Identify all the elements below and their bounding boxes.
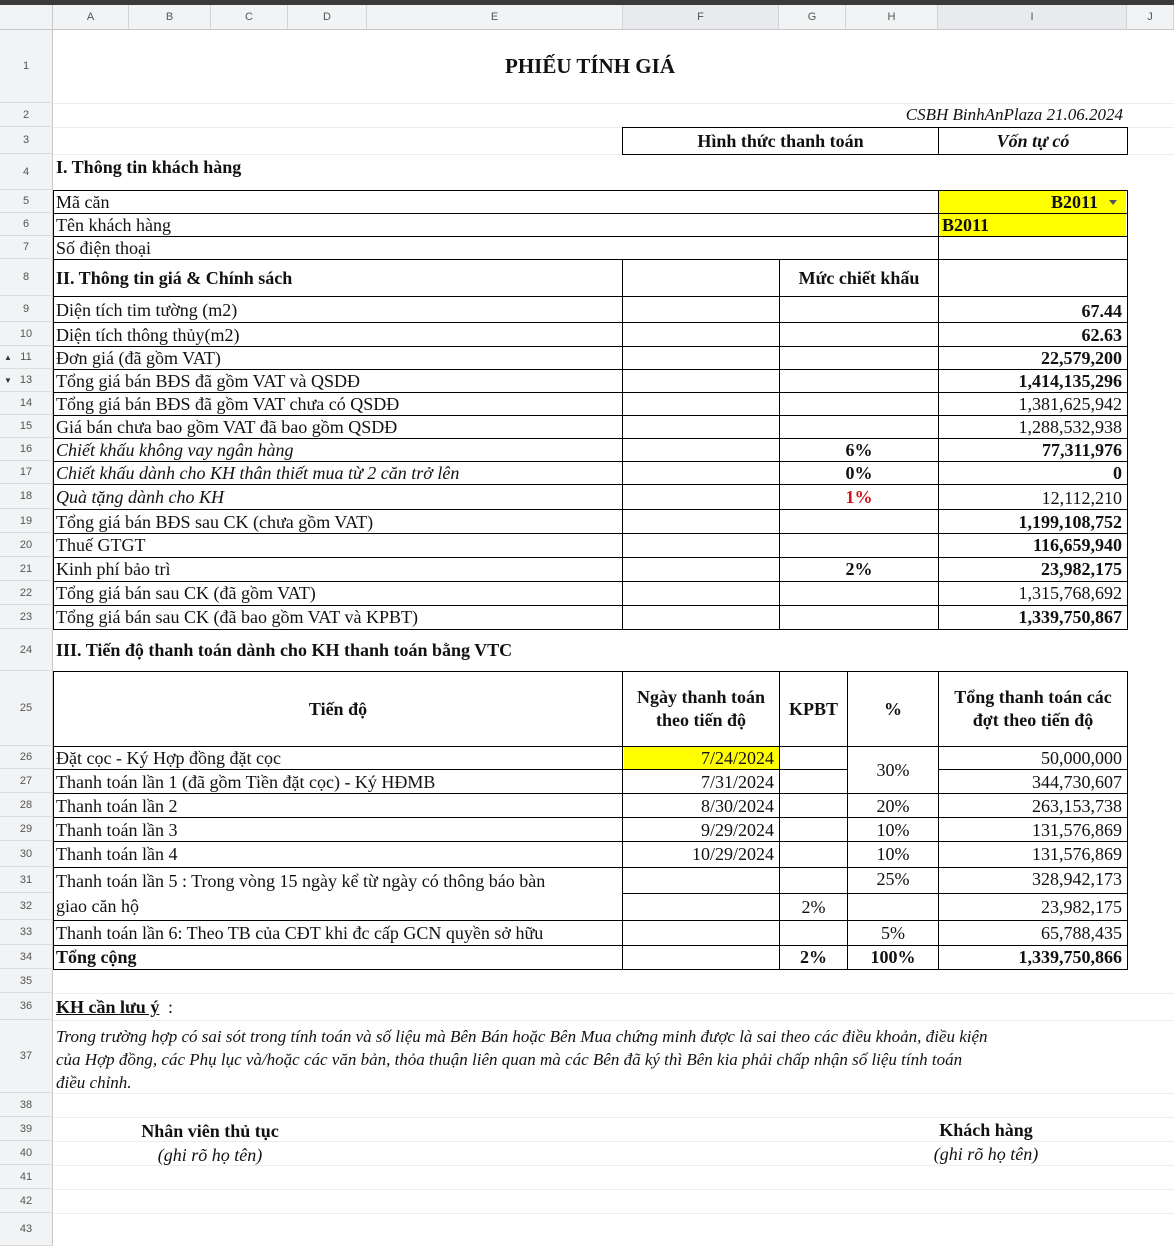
row-number: 8: [22, 271, 30, 283]
row-number: 32: [19, 900, 33, 912]
schedule-percent[interactable]: 25%: [876, 869, 910, 889]
select-all-corner[interactable]: [0, 5, 53, 30]
border: [53, 322, 1128, 323]
row-number: 1: [22, 60, 30, 72]
kpbt-header: KPBT: [788, 699, 838, 719]
schedule-label: Thanh toán lần 1 (đã gồm Tiền đặt cọc) - Ký HĐMB: [56, 772, 436, 792]
customer-signature-hint: (ghi rõ họ tên): [933, 1144, 1039, 1164]
row-header[interactable]: [0, 190, 53, 213]
border: [53, 484, 1128, 485]
unit-code-label: Mã căn: [56, 192, 110, 212]
column-header-i[interactable]: I: [938, 5, 1127, 30]
merged-percent[interactable]: 30%: [876, 760, 910, 780]
border: [53, 190, 54, 260]
gridline: [53, 1213, 1174, 1214]
price-row-value[interactable]: 1,414,135,296: [1018, 371, 1122, 391]
section2-heading: II. Thông tin giá & Chính sách: [56, 268, 293, 288]
row-header[interactable]: [0, 103, 53, 127]
notes-line1: Trong trường hợp có sai sót trong tính toán và số liệu mà Bên Bán hoặc Bên Mua chứng minh được là sai theo các điều khoản, điều kiện: [56, 1027, 988, 1046]
row-number: 29: [19, 822, 33, 835]
row-number: 2: [22, 108, 30, 121]
column-header-b[interactable]: B: [129, 5, 211, 30]
schedule-percent[interactable]: 5%: [881, 923, 905, 943]
border: [53, 671, 1128, 672]
schedule-date[interactable]: 7/31/2024: [700, 772, 774, 792]
border: [938, 259, 939, 630]
price-row-value[interactable]: 1,381,625,942: [1018, 394, 1122, 414]
row-header[interactable]: [0, 259, 53, 296]
staff-signature-title: Nhân viên thủ tục: [141, 1121, 279, 1141]
border: [53, 817, 1128, 818]
price-row-value[interactable]: 23,982,175: [1041, 559, 1122, 579]
row-header[interactable]: [0, 438, 53, 461]
price-row-rate[interactable]: 2%: [845, 559, 873, 579]
row-number: 18: [19, 490, 33, 502]
border: [622, 154, 1128, 155]
row-number: 17: [19, 466, 33, 478]
price-row-value[interactable]: 1,199,108,752: [1018, 512, 1122, 532]
row-header[interactable]: [0, 1189, 53, 1213]
price-row-label: Thuế GTGT: [56, 535, 146, 555]
row-header[interactable]: [0, 533, 53, 557]
price-row-label: Diện tích thông thủy(m2): [56, 325, 240, 345]
schedule-label: Thanh toán lần 6: Theo TB của CĐT khi đc cấp GCN quyền sở hữu: [56, 923, 544, 943]
price-row-label: Đơn giá (đã gồm VAT): [56, 348, 221, 368]
price-row-value[interactable]: 67.44: [1081, 301, 1122, 321]
price-row-value[interactable]: 22,579,200: [1041, 348, 1122, 368]
border: [53, 793, 1128, 794]
schedule-label: Thanh toán lần 3: [56, 820, 178, 840]
border: [1127, 190, 1128, 260]
row-number: 23: [19, 610, 33, 623]
column-header-e[interactable]: E: [367, 5, 623, 30]
row-number: 31: [19, 873, 33, 886]
row-number: 33: [19, 926, 33, 938]
border: [622, 127, 1128, 128]
row-header[interactable]: [0, 30, 53, 103]
row-header[interactable]: [0, 993, 53, 1020]
border: [53, 920, 1128, 921]
row-number: 43: [19, 1223, 33, 1235]
row-number: 25: [19, 702, 33, 714]
schedule-amount[interactable]: 65,788,435: [1041, 923, 1122, 943]
notes-line2: của Hợp đồng, các Phụ lục và/hoặc các văn bản, thỏa thuận liên quan mà các Bên đã ký thì Bên kia phải chấp nhận số liệu tính toán: [56, 1050, 963, 1069]
schedule-label-5-line2: giao căn hộ: [56, 896, 139, 916]
expand-down-icon[interactable]: ▼: [4, 375, 12, 385]
row-number: 28: [19, 798, 33, 811]
payment-method-value[interactable]: Vốn tự có: [996, 131, 1070, 151]
border: [53, 629, 1128, 630]
price-row-value[interactable]: 0: [1113, 463, 1122, 483]
border: [623, 893, 1128, 894]
price-row-label: Tổng giá bán sau CK (đã bao gồm VAT và KPBT): [56, 607, 418, 627]
total-label: Tổng cộng: [56, 947, 137, 967]
notes-heading-colon: :: [168, 997, 174, 1017]
price-row-label: Quà tặng dành cho KH: [56, 487, 224, 507]
row-header[interactable]: [0, 1141, 53, 1165]
row-header[interactable]: [0, 1117, 53, 1141]
price-row-label: Diện tích tim tường (m2): [56, 300, 238, 320]
border: [53, 259, 1128, 260]
schedule-label: Đặt cọc - Ký Hợp đồng đặt cọc: [56, 748, 281, 768]
row-header[interactable]: [0, 461, 53, 484]
price-row-label: Chiết khấu dành cho KH thân thiết mua từ 2 căn trở lên: [56, 463, 460, 483]
schedule-label: Thanh toán lần 4: [56, 844, 178, 864]
row-header[interactable]: [0, 920, 53, 945]
progress-header: Tiến độ: [308, 699, 368, 719]
border: [53, 509, 1128, 510]
row-number: 20: [19, 538, 33, 551]
row-number: 24: [19, 643, 33, 656]
column-header-c[interactable]: C: [211, 5, 288, 30]
price-row-label: Kinh phí bảo trì: [56, 559, 171, 579]
border: [938, 190, 939, 260]
phone-label: Số điện thoại: [56, 238, 151, 258]
notes-heading: KH cần lưu ý: [56, 997, 160, 1017]
row-number: 4: [22, 165, 30, 178]
column-header-g[interactable]: G: [779, 5, 846, 30]
page-title: PHIẾU TÍNH GIÁ: [505, 54, 675, 78]
payment-method-label: Hình thức thanh toán: [697, 131, 864, 151]
row-number: 6: [22, 218, 30, 230]
percent-header: %: [884, 699, 902, 719]
schedule-percent[interactable]: 10%: [876, 844, 910, 864]
border: [53, 769, 848, 770]
row-number: 37: [19, 1050, 33, 1062]
gridline: [53, 1093, 1174, 1094]
row-number: 38: [19, 1098, 33, 1111]
row-number: 5: [22, 195, 30, 207]
row-number: 36: [19, 1000, 33, 1012]
gridline: [53, 1189, 1174, 1190]
row-header[interactable]: [0, 484, 53, 509]
column-header-a[interactable]: A: [53, 5, 129, 30]
row-header[interactable]: [0, 346, 53, 369]
price-row-rate[interactable]: 1%: [845, 487, 873, 507]
column-header-f[interactable]: F: [623, 5, 779, 30]
row-header[interactable]: [0, 793, 53, 817]
row-number: 21: [19, 562, 33, 575]
price-row-value[interactable]: 1,339,750,867: [1018, 607, 1122, 627]
price-row-value[interactable]: 12,112,210: [1041, 488, 1122, 508]
price-row-label: Tổng giá bán BĐS đã gồm VAT chưa có QSDĐ: [56, 394, 400, 414]
row-header[interactable]: [0, 1213, 53, 1246]
schedule-amount[interactable]: 328,942,173: [1032, 869, 1122, 889]
row-header[interactable]: [0, 557, 53, 581]
row-header[interactable]: [0, 746, 53, 769]
customer-signature-title: Khách hàng: [939, 1120, 1033, 1140]
column-header-j[interactable]: J: [1127, 5, 1174, 30]
row-header[interactable]: [0, 841, 53, 867]
total-percent[interactable]: 100%: [870, 947, 916, 967]
date-header-line1: Ngày thanh toán: [636, 687, 766, 707]
row-number: 14: [19, 397, 33, 409]
row-header[interactable]: [0, 392, 53, 415]
row-number: 26: [19, 751, 33, 763]
border: [622, 259, 623, 630]
row-number: 22: [19, 586, 33, 599]
row-header[interactable]: [0, 671, 53, 746]
row-header[interactable]: [0, 509, 53, 533]
price-row-rate[interactable]: 0%: [845, 463, 873, 483]
price-row-label: Tổng giá bán BĐS đã gồm VAT và QSDĐ: [56, 371, 361, 391]
schedule-date[interactable]: 10/29/2024: [691, 844, 774, 864]
row-number: 41: [19, 1170, 33, 1183]
schedule-amount[interactable]: 131,576,869: [1032, 820, 1122, 840]
schedule-date[interactable]: 9/29/2024: [700, 820, 774, 840]
row-header[interactable]: [0, 127, 53, 154]
row-number: 30: [19, 847, 33, 860]
row-header[interactable]: [0, 1020, 53, 1093]
row-number: 27: [19, 774, 33, 787]
border: [1127, 671, 1128, 970]
column-header-h[interactable]: H: [846, 5, 938, 30]
row-number: 39: [19, 1122, 33, 1135]
row-number: 11: [20, 351, 32, 363]
price-row-value[interactable]: 1,288,532,938: [1018, 417, 1122, 437]
schedule-amount[interactable]: 131,576,869: [1032, 844, 1122, 864]
price-row-value[interactable]: 1,315,768,692: [1018, 583, 1122, 603]
row-header[interactable]: [0, 296, 53, 322]
row-header[interactable]: [0, 581, 53, 605]
unit-code-select[interactable]: B2011: [1050, 192, 1098, 212]
row-header[interactable]: [0, 817, 53, 841]
total-header-line2: đợt theo tiến độ: [972, 710, 1094, 730]
row-header[interactable]: [0, 1093, 53, 1117]
row-header[interactable]: [0, 629, 53, 671]
border: [1127, 259, 1128, 630]
schedule-amount[interactable]: 50,000,000: [1041, 748, 1122, 768]
schedule-date[interactable]: 8/30/2024: [700, 796, 774, 816]
schedule-kpbt-amount[interactable]: 23,982,175: [1041, 897, 1122, 917]
total-header-line1: Tổng thanh toán các: [954, 687, 1112, 707]
price-row-value[interactable]: 62.63: [1081, 325, 1122, 345]
border: [53, 236, 1128, 237]
border: [1127, 127, 1128, 155]
price-row-value[interactable]: 77,311,976: [1041, 440, 1122, 460]
policy-note: CSBH BinhAnPlaza 21.06.2024: [905, 105, 1123, 124]
border: [53, 969, 1128, 970]
schedule-kpbt[interactable]: 2%: [801, 897, 826, 917]
schedule-date[interactable]: 7/24/2024: [700, 748, 774, 768]
collapse-up-icon[interactable]: ▲: [4, 352, 12, 362]
row-number: 13: [19, 374, 33, 386]
row-number: 15: [19, 420, 33, 432]
dropdown-arrow-icon[interactable]: [1109, 200, 1117, 205]
row-number: 7: [22, 241, 30, 253]
row-header[interactable]: [0, 893, 53, 920]
row-number: 35: [19, 974, 33, 987]
row-number: 34: [19, 950, 33, 963]
staff-signature-hint: (ghi rõ họ tên): [157, 1145, 263, 1165]
row-header[interactable]: [0, 236, 53, 259]
row-header[interactable]: [0, 322, 53, 346]
row-header[interactable]: [0, 213, 53, 236]
row-header[interactable]: [0, 1165, 53, 1189]
row-header[interactable]: [0, 945, 53, 969]
row-header[interactable]: [0, 605, 53, 629]
row-header[interactable]: [0, 769, 53, 793]
row-header[interactable]: [0, 369, 53, 392]
row-number: 10: [19, 327, 33, 340]
customer-name-label: Tên khách hàng: [56, 215, 171, 235]
total-kpbt[interactable]: 2%: [800, 947, 827, 967]
row-number: 19: [19, 514, 33, 527]
row-number: 16: [19, 443, 33, 455]
total-amount[interactable]: 1,339,750,866: [1018, 947, 1122, 967]
row-header[interactable]: [0, 154, 53, 190]
price-row-label: Giá bán chưa bao gồm VAT đã bao gồm QSDĐ: [56, 417, 398, 437]
section1-heading: I. Thông tin khách hàng: [56, 157, 242, 177]
price-row-label: Tổng giá bán BĐS sau CK (chưa gồm VAT): [56, 512, 374, 532]
price-row-label: Chiết khấu không vay ngân hàng: [56, 440, 294, 460]
schedule-label: Thanh toán lần 2: [56, 796, 178, 816]
customer-name-value[interactable]: B2011: [942, 215, 990, 235]
schedule-percent[interactable]: 10%: [876, 820, 910, 840]
price-row-label: Tổng giá bán sau CK (đã gồm VAT): [56, 583, 316, 603]
schedule-amount[interactable]: 263,153,738: [1032, 796, 1122, 816]
border: [53, 296, 1128, 297]
schedule-amount[interactable]: 344,730,607: [1032, 772, 1122, 792]
notes-line3: điều chỉnh.: [56, 1073, 132, 1092]
section3-heading: III. Tiến độ thanh toán dành cho KH thanh toán bằng VTC: [56, 640, 513, 660]
price-row-rate[interactable]: 6%: [845, 440, 873, 460]
row-number: 42: [19, 1194, 33, 1207]
column-header-d[interactable]: D: [288, 5, 367, 30]
gridline: [53, 1117, 1174, 1118]
row-header[interactable]: [0, 867, 53, 893]
gridline: [53, 993, 1174, 994]
border: [53, 259, 54, 630]
row-header[interactable]: [0, 969, 53, 993]
gridline: [53, 1020, 1174, 1021]
border: [53, 841, 1128, 842]
discount-header: Mức chiết khấu: [798, 268, 920, 288]
border: [938, 769, 1128, 770]
row-number: 9: [22, 302, 30, 315]
row-header[interactable]: [0, 415, 53, 438]
price-row-value[interactable]: 116,659,940: [1032, 535, 1122, 555]
schedule-label-5-line1: Thanh toán lần 5 : Trong vòng 15 ngày kể từ ngày có thông báo bàn: [56, 871, 546, 891]
date-header-line2: theo tiến độ: [656, 710, 746, 730]
row-number: 40: [19, 1146, 33, 1159]
schedule-percent[interactable]: 20%: [876, 796, 910, 816]
row-number: 3: [22, 134, 30, 146]
